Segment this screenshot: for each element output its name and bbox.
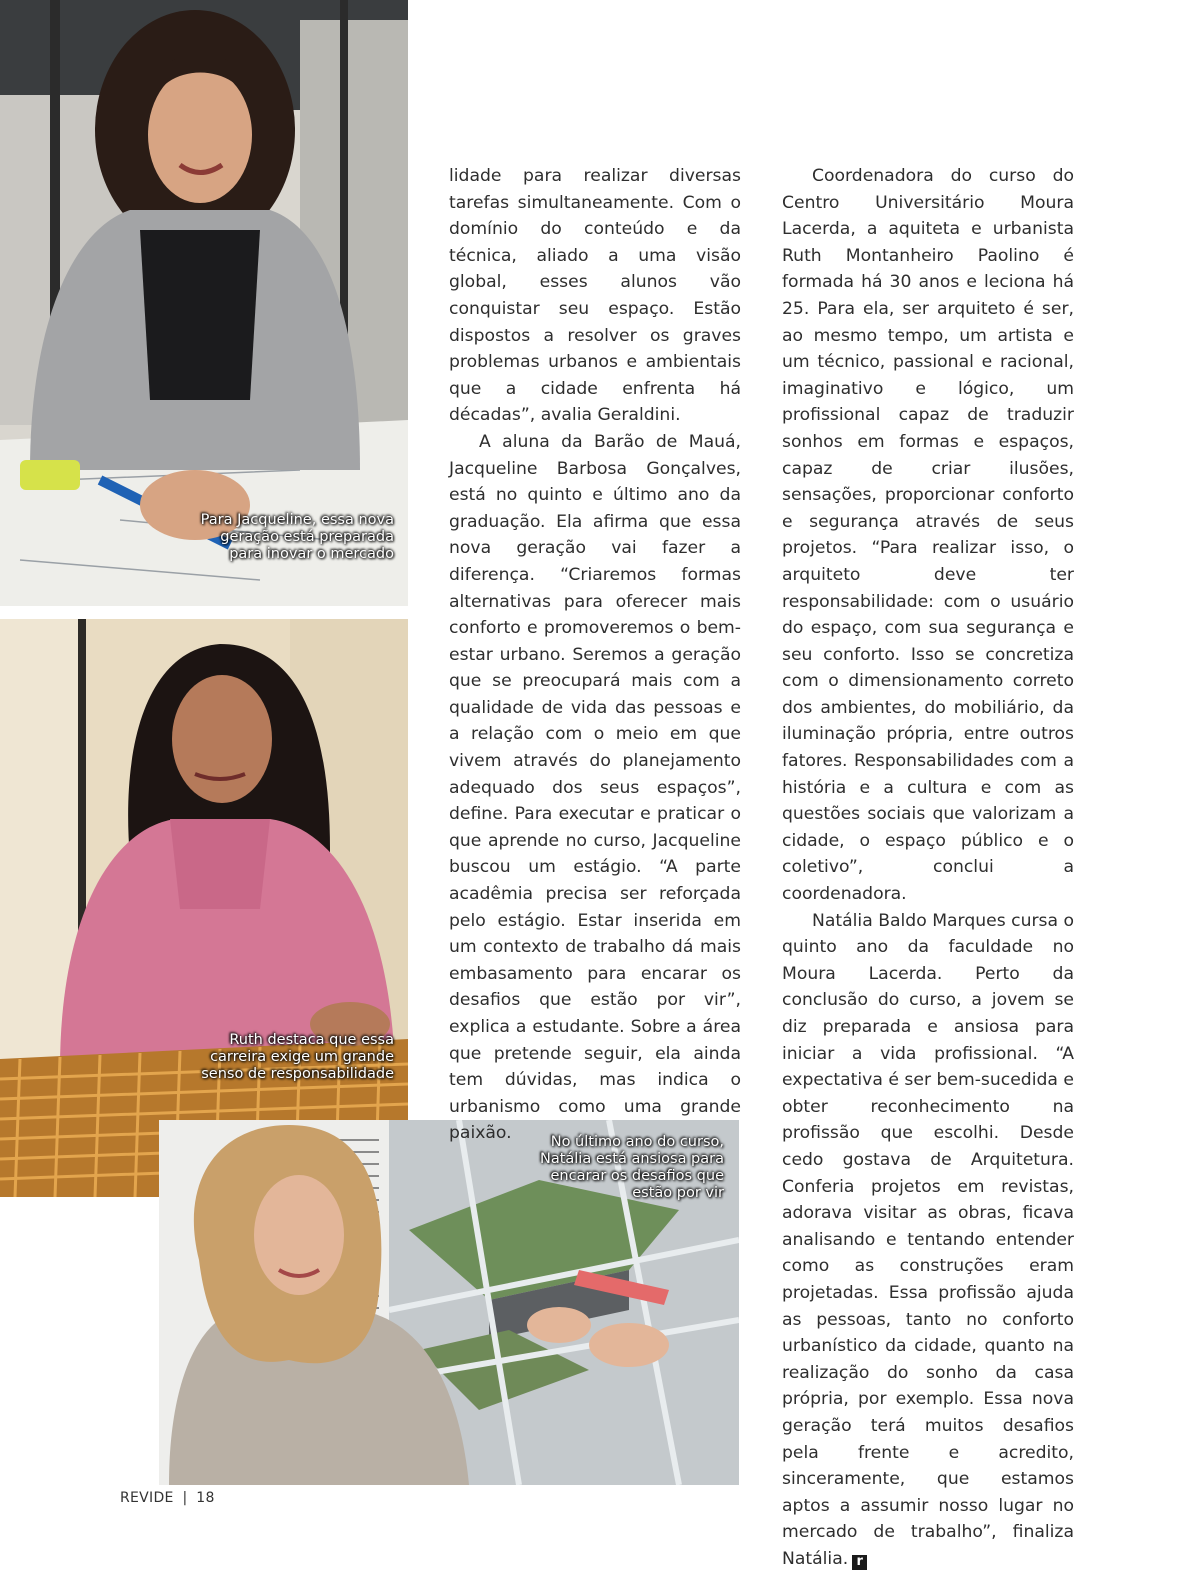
paragraph: Coordenadora do curso do Centro Universitário Moura Lacerda, a aquiteta e urbanista Ruth Montanheiro Paolino é formada há 30 anos e leciona há 25. Para ela, ser arquiteto é ser, ao mesmo tempo, um artista e um técnico, passional e racional, imaginativo e lógico, um profissional capaz de traduzir sonhos em formas e espaços, capaz de criar ilusões, sensações, proporcionar conforto e segurança através de seus projetos. “Para realizar isso, o arquiteto deve ter responsabilidade: com o usuário do espaço, com sua segurança e seu conforto. Isso se concretiza com o dimensionamento correto dos ambientes, do mobiliário, da iluminação própria, entre outros fatores. Responsabilidades com a história e a cultura e com as questões sociais que valorizam a cidade, o espaço público e o coletivo”, conclui a coordenadora.	[782, 166, 1074, 905]
article-column-middle	[449, 163, 741, 1147]
paragraph: A aluna da Barão de Mauá, Jacqueline Barbosa Gonçalves, está no quinto e último ano da graduação. Ela afirma que essa nova geração vai fazer a diferença. “Criaremos formas alternativas para oferecer mais conforto e promoveremos o bem-estar urbano. Seremos a geração que se preocupará mais com a qualidade de vida das pessoas e a relação com o meio em que vivem através do planejamento adequado dos seus espaços”, define. Para executar e praticar o que aprende no curso, Jacqueline buscou um estágio. “A parte acadêmia precisa ser reforçada pelo estágio. Estar inserida em um contexto de trabalho dá mais embasamento para encarar os desafios que estão por vir”, explica a estudante. Sobre a área que pretende seguir, ela ainda tem dúvidas, mas indica o urbanismo como uma grande paixão.	[449, 431, 741, 1144]
caption-jacqueline: Para Jacqueline, essa nova geração está preparada para inovar o mercado	[200, 512, 394, 562]
page-footer	[120, 1490, 215, 1506]
article-column-right	[782, 163, 1074, 1572]
caption-ruth: Ruth destaca que essa carreira exige um grande senso de responsabilidade	[201, 1032, 394, 1082]
paragraph: lidade para realizar diversas tarefas simultaneamente. Com o domínio do conteúdo e da técnica, aliado a uma visão global, esses alunos vão conquistar seu espaço. Estão dispostos a resolver os graves problemas urbanos e ambientais que a cidade enfrenta há décadas”, avalia Geraldini.	[449, 166, 741, 426]
end-of-article-mark: r	[852, 1555, 867, 1570]
caption-natalia: No último ano do curso, Natália está ansiosa para encarar os desafios que estão por vir	[539, 1134, 724, 1201]
footer-separator: |	[182, 1490, 188, 1506]
photo-ruth	[0, 619, 408, 1197]
paragraph: Natália Baldo Marques cursa o quinto ano da faculdade no Moura Lacerda. Perto da conclusão do curso, a jovem se diz preparada e ansiosa para iniciar a vida profissional. “A expectativa é ser bem-sucedida e obter reconhecimento na profissão que escolhi. Desde cedo gostava de Arquitetura. Conferia projetos em revistas, adorava visitar as obras, ficava analisando e tentando entender como as construções eram projetadas. Essa profissão ajuda as pessoas, tanto no conforto urbanístico da cidade, quanto na realização do sonho da casa própria, por exemplo. Essa nova geração terá muitos desafios pela frente e acredito, sinceramente, que estamos aptos a assumir nosso lugar no mercado de trabalho”, finaliza Natália.	[782, 910, 1074, 1569]
magazine-name: REVIDE	[120, 1490, 174, 1506]
page-number: 18	[196, 1490, 215, 1506]
